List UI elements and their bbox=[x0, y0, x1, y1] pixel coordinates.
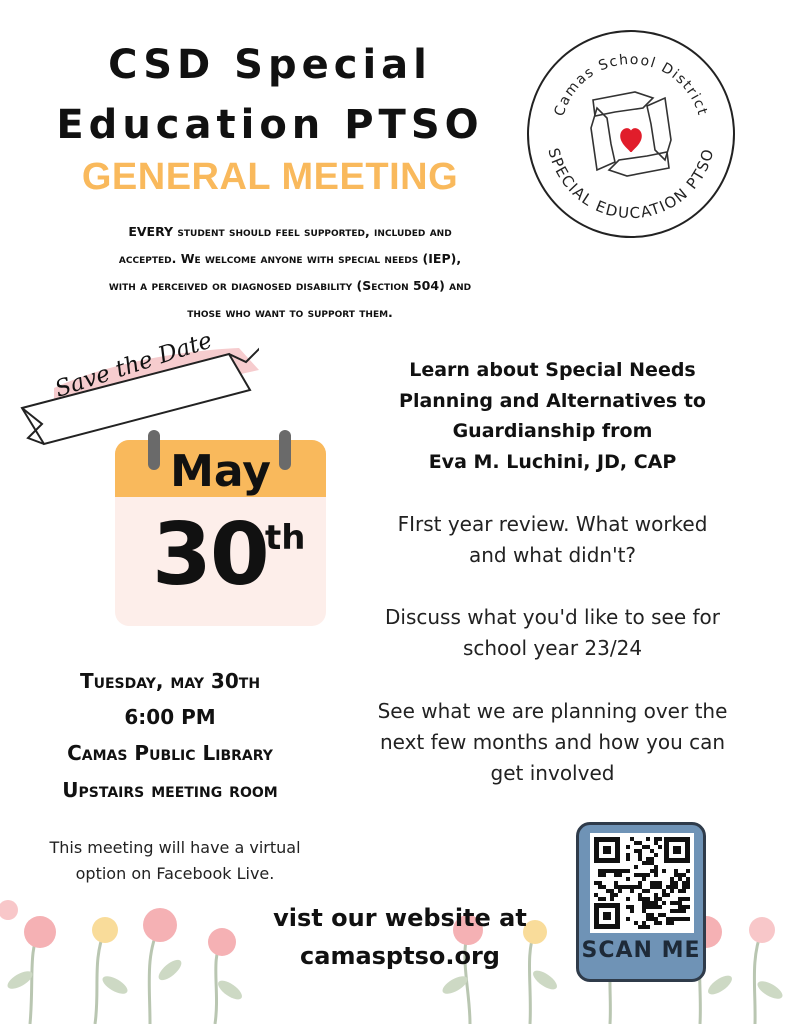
intro-line: accepted. We welcome anyone with special needs (IEP), bbox=[118, 251, 462, 266]
discuss-line: school year 23/24 bbox=[462, 636, 643, 660]
intro-line: EVERY student should feel supported, included and bbox=[128, 224, 452, 239]
intro-line: those who want to support them. bbox=[187, 305, 393, 320]
event-place: Camas Public Library bbox=[67, 741, 273, 765]
calendar-day-suffix: th bbox=[265, 518, 306, 558]
learn-about-text bbox=[355, 355, 750, 477]
learn-line: Learn about Special Needs bbox=[409, 359, 696, 381]
event-date: Tuesday, may 30th bbox=[79, 669, 261, 693]
discuss-text bbox=[355, 602, 750, 664]
intro-line: with a perceived or diagnosed disability (Section 504) and bbox=[108, 278, 472, 293]
qr-code-icon[interactable] bbox=[590, 833, 694, 933]
subtitle: GENERAL MEETING bbox=[81, 156, 459, 198]
calendar-day: 30 bbox=[152, 505, 268, 605]
review-line: FIrst year review. What worked bbox=[397, 512, 708, 536]
review-line: and what didn't? bbox=[468, 543, 637, 567]
ptso-logo bbox=[525, 28, 737, 240]
title-line-2: Education PTSO bbox=[56, 102, 484, 148]
logo-bottom-text: SPECIAL EDUCATION PTSO bbox=[544, 145, 718, 223]
event-room: Upstairs meeting room bbox=[62, 778, 278, 802]
plan-line: get involved bbox=[490, 761, 615, 785]
virtual-line: option on Facebook Live. bbox=[75, 864, 275, 883]
learn-line: Eva M. Luchini, JD, CAP bbox=[428, 450, 677, 473]
plan-text bbox=[355, 696, 750, 789]
discuss-line: Discuss what you'd like to see for bbox=[385, 605, 720, 629]
title-line-1: CSD Special bbox=[108, 42, 432, 88]
logo-top-text: Camas School District bbox=[551, 51, 711, 119]
virtual-note bbox=[20, 835, 330, 887]
save-the-date-text: Save the Date bbox=[52, 327, 216, 403]
calendar-month: May bbox=[170, 446, 271, 497]
virtual-line: This meeting will have a virtual bbox=[49, 838, 301, 857]
plan-line: next few months and how you can bbox=[379, 730, 726, 754]
website-label: vist our website at bbox=[273, 904, 527, 932]
learn-line: Guardianship from bbox=[452, 420, 653, 442]
intro-text bbox=[20, 218, 560, 326]
learn-line: Planning and Alternatives to bbox=[399, 389, 706, 412]
plan-line: See what we are planning over the bbox=[377, 699, 728, 723]
website-url[interactable]: camasptso.org bbox=[300, 942, 500, 970]
event-time: 6:00 PM bbox=[124, 705, 216, 729]
scan-me-label: SCAN ME bbox=[581, 938, 701, 963]
review-text bbox=[355, 509, 750, 571]
